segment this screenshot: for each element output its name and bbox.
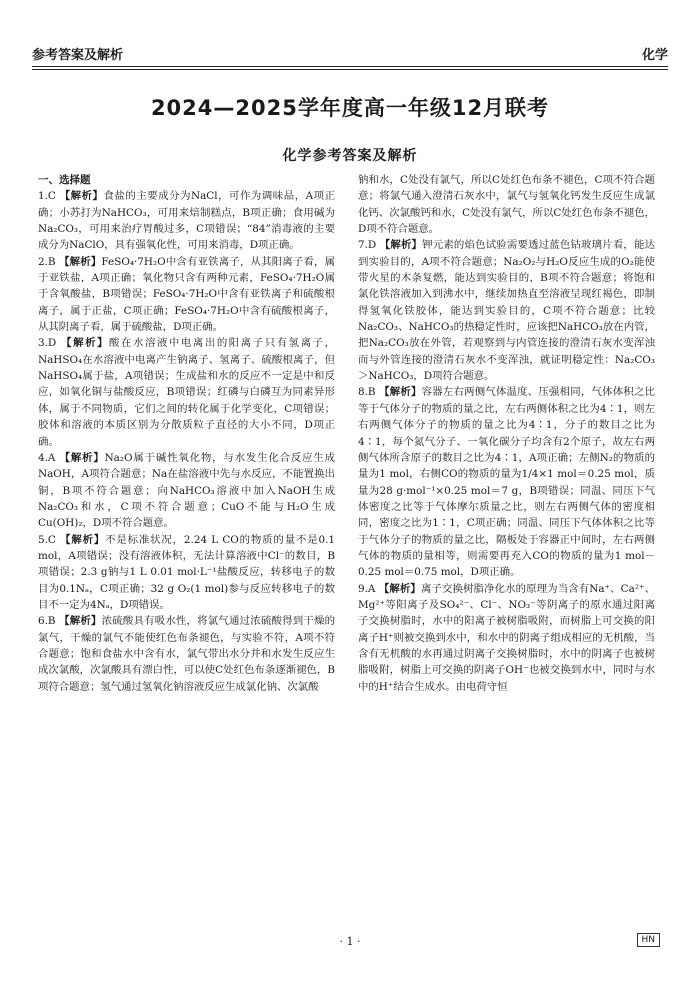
analysis-text: 不是标准状况，2.24 L CO的物质的量不是0.1 mol，A项错误；没有溶液体积，无法计算溶液中Cl⁻的数目，B项错误；2.3 g钠与1 L 0.01 mol·L⁻¹盐酸反应，转移电子的数目为0.1Nₐ，C项正确；32 g O₂(1 mol)参与反应转移电子的数目不一定为4Nₐ，D项错误。 [38,533,336,611]
analysis-text: Na₂O属于碱性氧化物，与水发生化合反应生成NaOH，A项符合题意；Na在盐溶液中先与水反应，不能置换出铜，B项不符合题意；向NaHCO₃溶液中加入NaOH生成Na₂CO₃和水，C项不符合题意；CuO不能与H₂O生成Cu(OH)₂，D项不符合题意。 [38,451,336,530]
answer-number: 6.B [38,615,56,628]
answer-item [38,532,335,614]
analysis-text: 钾元素的焰色试验需要透过蓝色钴玻璃片看，能达到实验目的，A项不符合题意；Na₂O₂与H₂O反应生成的O₂能使带火星的木条复燃，能达到实验目的，B项不符合题意；将饱和氯化铁溶液加入到沸水中，继续加热直至溶液呈现红褐色，即制得氢氧化铁胶体，能达到实验目的，C项不符合题意；比较Na₂CO₃、NaHCO₃的热稳定性时，应该把NaHCO₃放在内管，把Na₂CO₃放在外管，若观察到与内管连接的澄清石灰水变浑浊而与外管连接的澄清石灰水不变浑浊，就证明稳定性：Na₂CO₃＞NaHCO₃，D项符合题意。 [358,239,655,383]
answer-item [358,237,655,384]
analysis-text: 离子交换树脂净化水的原理为当含有Na⁺、Ca²⁺、Mg²⁺等阳离子及SO₄²⁻、Cl⁻、NO₃⁻等阴离子的原水通过阳离子交换树脂时，水中的阳离子被树脂吸附，而树脂上可交换的阳离子H⁺则被交换到水中，和水中的阴离子组成相应的无机酸，当含有无机酸的水再通过阴离子交换树脂时，水中的阴离子也被树脂吸附，树脂上可交换的阴离子OH⁻也被交换到水中，同时与水中的H⁺结合生成水。由电荷守恒 [358,582,655,693]
answer-item [358,581,655,695]
answer-number: 8.B [358,386,376,399]
analysis-text: 食盐的主要成分为NaCl，可作为调味品，A项正确；小苏打为NaHCO₃，可用来焙制糕点，B项正确；食用碱为Na₂CO₃，可用来治疗胃酸过多，C项错误；“84”消毒液的主要成分为NaClO，具有强氧化性，可用来消毒，D项正确。 [38,190,336,252]
answer-number: 3.D [38,337,57,350]
page-subtitle: 化学参考答案及解析 [282,148,418,164]
page-number: · 1 · [339,935,361,948]
analysis-tag: 【解析】 [59,255,102,268]
page-title: 2024—2025学年度高一年级12月联考 [150,96,550,120]
analysis-tag: 【解析】 [61,337,110,350]
answer-item [358,172,655,237]
analysis-text: 钠和水，C处没有氯气，所以C处红色布条不褪色，C项不符合题意；将氯气通入澄清石灰水中，氯气与氢氧化钙发生反应生成氯化钙、次氯酸钙和水，C处没有氯气，所以C处红色布条不褪色，D项不符合题意。 [358,174,655,236]
header-rule [32,66,668,67]
analysis-tag: 【解析】 [379,239,423,252]
answer-item [38,613,335,695]
analysis-tag: 【解析】 [59,190,104,203]
answer-number: 5.C [38,533,56,546]
page-header [32,42,668,64]
analysis-tag: 【解析】 [59,615,102,628]
answer-number: 9.A [358,582,376,595]
analysis-text: 浓硫酸具有吸水性，将氯气通过浓硫酸得到干燥的氯气，干燥的氯气不能使红色布条褪色，与实验不符，A项不符合题意；饱和食盐水中含有水，氯气带出水分并和水发生反应生成次氯酸，次氯酸具有漂白性，可以使C处红色布条逐渐褪色，B项符合题意；氢气通过氢氧化钠溶液反应生成氯化钠、次氯酸 [38,615,336,693]
analysis-tag: 【解析】 [59,451,105,464]
header-left: 参考答案及解析 [32,48,124,63]
analysis-tag: 【解析】 [60,533,106,546]
header-rule-thin [32,69,668,70]
answer-number: 4.A [38,451,56,464]
analysis-text: 容器左右两侧气体温度、压强相同，气体体积之比等于气体分子的物质的量之比，左右两侧体积之比为4∶1，则左右两侧气体分子的物质的量之比为4∶1，分子的数目之比为4∶1，每个氮气分子、一氧化碳分子均含有2个原子，故左右两侧气体所含原子的数目之比为4∶1，A项正确；左侧N₂的物质的量为1 mol，右侧CO的物质的量为1/4×1 mol＝0.25 mol，质量为28 g·mol⁻¹×0.25 mol＝7 g，B项错误；同温、同压下气体密度之比等于气体摩尔质量之比，则左右两侧气体的密度相同，密度之比为1∶1，C项正确；同温、同压下气体体积之比等于气体分子的物质的量之比，隔板处于容器正中间时，左右两侧气体的物质的量相等，则需要再充入CO的物质的量为1 mol－0.25 mol＝0.75 mol，D项正确。 [358,386,656,579]
answer-item [38,335,335,449]
section-heading: 一、选择题 [38,174,91,186]
answer-item [38,450,335,532]
left-column [38,172,335,695]
right-column [358,172,655,695]
analysis-text: 酸在水溶液中电离出的阳离子只有氢离子，NaHSO₄在水溶液中电离产生钠离子、氢离子、硫酸根离子，但NaHSO₄属于盐，A项错误；生成盐和水的反应不一定是中和反应，如氧化铜与盐酸反应，B项错误；红磷与白磷互为同素异形体，属于不同物质，它们之间的转化属于化学变化，C项错误；胶体和溶液的本质区别为分散质粒子直径的大小不同，D项正确。 [38,337,335,448]
analysis-tag: 【解析】 [379,386,422,399]
answer-item [38,188,335,253]
answer-number: 1.C [38,190,56,203]
region-code: HN [637,933,661,947]
answer-item [38,254,335,336]
answer-item [358,384,655,580]
analysis-tag: 【解析】 [378,582,421,595]
analysis-text: FeSO₄·7H₂O中含有亚铁离子，从其阳离子看，属于亚铁盐，A项正确；氧化物只含有两种元素，FeSO₄·7H₂O属于含氧酸盐，B项错误；FeSO₄·7H₂O中含有亚铁离子和硫酸根离子，属于正盐，C项正确；FeSO₄·7H₂O中含有硫酸根离子，从其阴离子看，属于硫酸盐，D项正确。 [38,255,336,334]
header-right: 化学 [641,48,668,63]
answer-number: 7.D [358,239,377,252]
answer-number: 2.B [38,255,56,268]
